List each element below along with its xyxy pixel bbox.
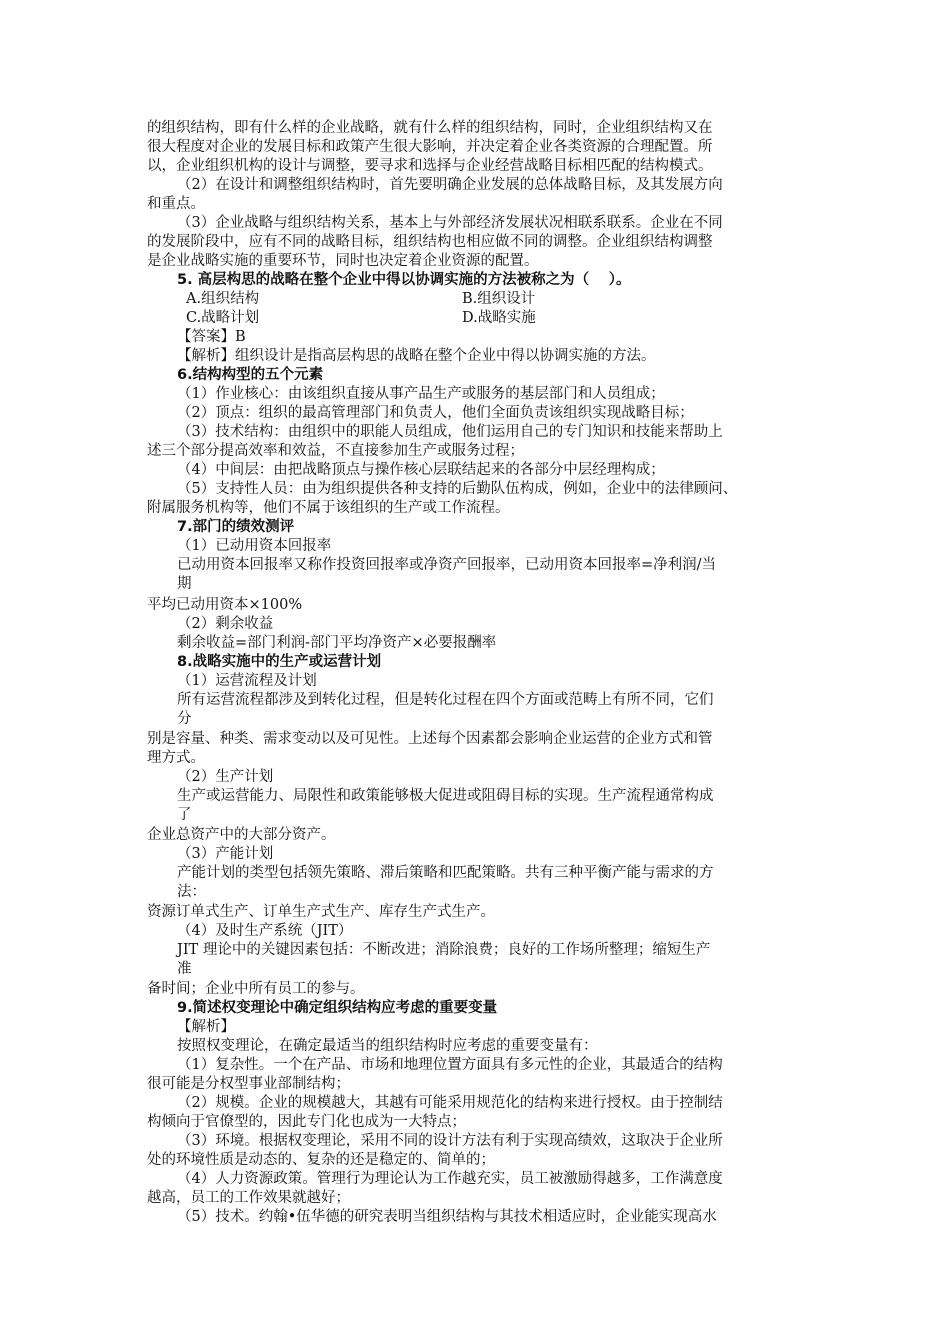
text-line: （1）复杂性。一个在产品、市场和地理位置方面具有多元性的企业，其最适合的结构 — [177, 1057, 723, 1073]
text-line: 准 — [177, 961, 192, 977]
text-line: （2）规模。企业的规模越大，其越有可能采用规范化的结构来进行授权。由于控制结 — [177, 1095, 723, 1111]
option-b: B.组织设计 — [462, 291, 536, 307]
section-heading: 7.部门的绩效测评 — [177, 519, 295, 535]
text-line: （4）中间层：由把战略顶点与操作核心层联结起来的各部分中层经理构成； — [177, 462, 665, 478]
text-line: 已动用资本回报率又称作投资回报率或净资产回报率，已动用资本回报率=净利润/当 — [177, 557, 717, 573]
section-heading: 6.结构构型的五个元素 — [177, 367, 324, 383]
text-line: 了 — [177, 807, 192, 823]
text-line: 平均已动用资本×100% — [147, 597, 303, 613]
text-line: 【解析】 — [177, 1019, 235, 1035]
text-line: 的组织结构，即有什么样的企业战略，就有什么样的组织结构，同时，企业组织结构又在 — [147, 120, 713, 136]
text-line: （4）及时生产系统（JIT） — [177, 923, 353, 939]
text-line: 述三个部分提高效率和效益，不直接参加生产或服务过程； — [147, 443, 524, 459]
text-line: （4）人力资源政策。管理行为理论认为工作越充实，员工被激励得越多，工作满意度 — [177, 1171, 723, 1187]
text-line: JIT 理论中的关键因素包括：不断改进；消除浪费；良好的工作场所整理；缩短生产 — [177, 942, 711, 958]
question-heading: 5. 高层构思的战略在整个企业中得以协调实施的方法被称之为（ ）。 — [177, 272, 631, 288]
section-heading: 9.简述权变理论中确定组织结构应考虑的重要变量 — [177, 1000, 498, 1016]
section-heading: 8.战略实施中的生产或运营计划 — [177, 654, 382, 670]
text-line: 是企业战略实施的重要环节，同时也决定着企业资源的配置。 — [147, 253, 539, 269]
text-line: （2）在设计和调整组织结构时，首先要明确企业发展的总体战略目标，及其发展方向 — [177, 177, 723, 193]
text-line: 分 — [177, 711, 192, 727]
text-line: 构倾向于官僚型的，因此专门化也成为一大特点； — [147, 1114, 466, 1130]
option-d: D.战略实施 — [462, 310, 536, 326]
text-line: （2）顶点：组织的最高管理部门和负责人，他们全面负责该组织实现战略目标； — [177, 405, 694, 421]
text-line: （2）剩余收益 — [177, 616, 274, 632]
text-line: 附属服务机构等，他们不属于该组织的生产或工作流程。 — [147, 500, 510, 516]
text-line: （1）作业核心：由该组织直接从事产品生产或服务的基层部门和人员组成； — [177, 386, 665, 402]
text-line: 资源订单式生产、订单生产式生产、库存生产式生产。 — [147, 904, 495, 920]
text-line: 的发展阶段中，应有不同的战略目标，组织结构也相应做不同的调整。企业组织结构调整 — [147, 234, 713, 250]
text-line: （3）技术结构：由组织中的职能人员组成，他们运用自己的专门知识和技能来帮助上 — [177, 424, 723, 440]
text-line: 很可能是分权型事业部制结构； — [147, 1076, 350, 1092]
text-line: 以，企业组织机构的设计与调整，要寻求和选择与企业经营战略目标相匹配的结构模式。 — [147, 158, 713, 174]
text-line: （1）已动用资本回报率 — [177, 538, 332, 554]
text-line: （3）环境。根据权变理论，采用不同的设计方法有利于实现高绩效，这取决于企业所 — [177, 1133, 723, 1149]
text-line: （5）技术。约翰•伍华德的研究表明当组织结构与其技术相适应时，企业能实现高水 — [177, 1209, 717, 1225]
text-line: 处的环境性质是动态的、复杂的还是稳定的、简单的； — [147, 1152, 495, 1168]
text-line: 生产或运营能力、局限性和政策能够极大促进或阻碍目标的实现。生产流程通常构成 — [177, 788, 714, 804]
text-line: 按照权变理论，在确定最适当的组织结构时应考虑的重要变量有： — [177, 1038, 598, 1054]
option-a: A.组织结构 — [186, 291, 260, 307]
text-line: 所有运营流程都涉及到转化过程，但是转化过程在四个方面或范畴上有所不同，它们 — [177, 692, 714, 708]
text-line: （2）生产计划 — [177, 769, 274, 785]
text-line: （3）企业战略与组织结构关系，基本上与外部经济发展状况相联系联系。企业在不同 — [177, 215, 723, 231]
text-line: （3）产能计划 — [177, 846, 274, 862]
text-line: 别是容量、种类、需求变动以及可见性。上述每个因素都会影响企业运营的企业方式和管 — [147, 731, 713, 747]
text-line: 企业总资产中的大部分资产。 — [147, 827, 336, 843]
text-line: （5）支持性人员：由为组织提供各种支持的后勤队伍构成，例如，企业中的法律顾问、 — [177, 481, 738, 497]
text-line: 理方式。 — [147, 750, 205, 766]
text-line: 越高，员工的工作效果就越好； — [147, 1190, 350, 1206]
answer-line: 【答案】B — [177, 329, 246, 345]
text-line: 备时间；企业中所有员工的参与。 — [147, 981, 365, 997]
text-line: 剩余收益=部门利润-部门平均净资产×必要报酬率 — [177, 635, 497, 651]
text-line: 和重点。 — [147, 196, 205, 212]
text-line: 期 — [177, 576, 192, 592]
text-line: 很大程度对企业的发展目标和政策产生很大影响，并决定着企业各类资源的合理配置。所 — [147, 139, 713, 155]
text-line: 法： — [177, 884, 206, 900]
option-c: C.战略计划 — [186, 310, 260, 326]
text-line: （1）运营流程及计划 — [177, 673, 317, 689]
text-line: 产能计划的类型包括领先策略、滞后策略和匹配策略。共有三种平衡产能与需求的方 — [177, 865, 714, 881]
analysis-line: 【解析】组织设计是指高层构思的战略在整个企业中得以协调实施的方法。 — [177, 348, 656, 364]
